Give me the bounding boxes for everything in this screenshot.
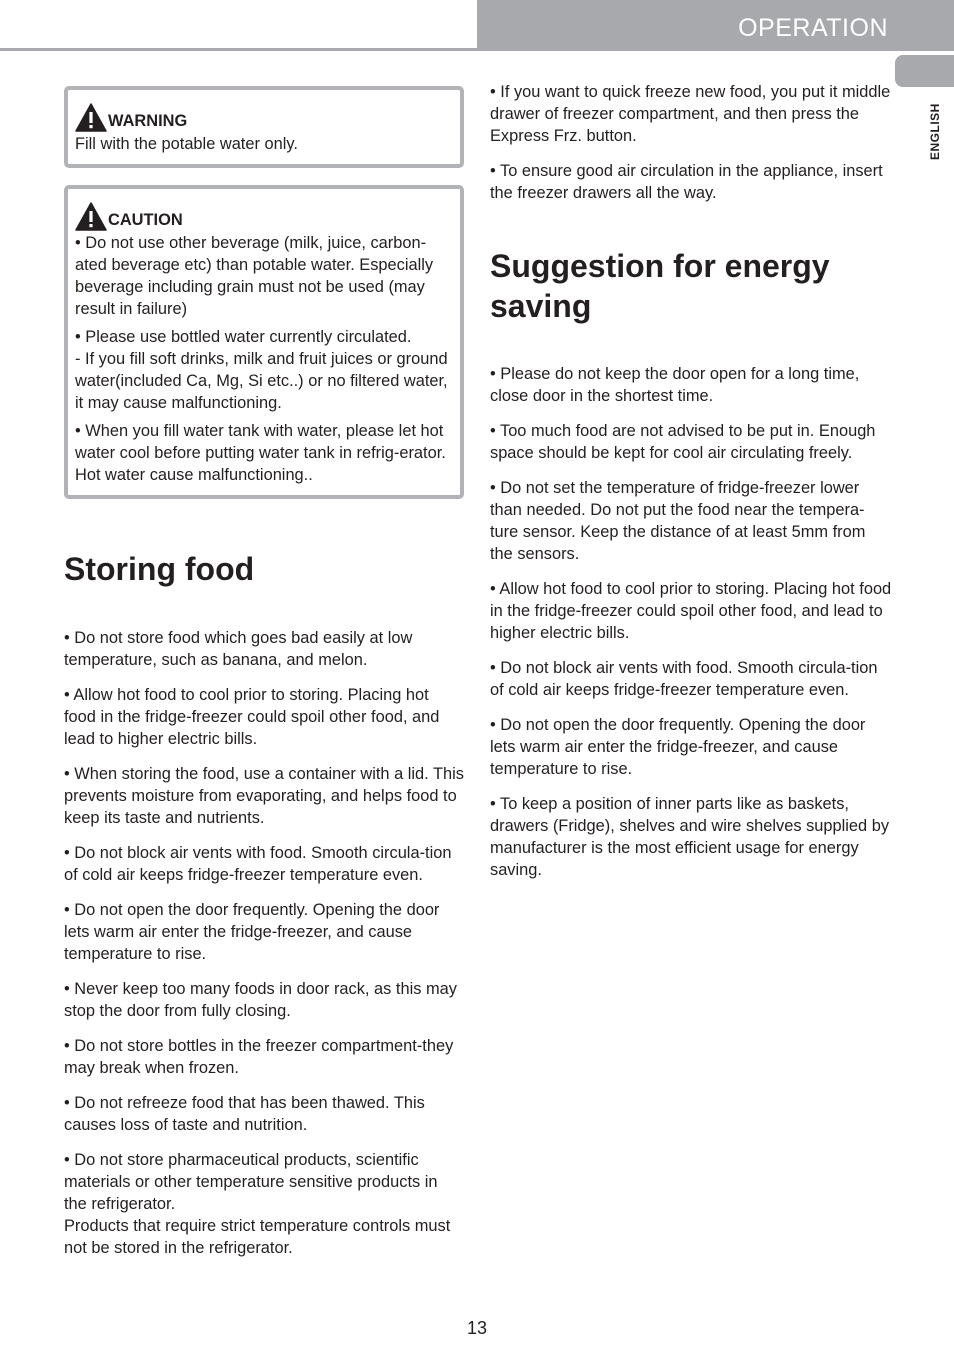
freezer-tip: • To ensure good air circulation in the appliance, insert the freezer drawers all the way. (490, 162, 883, 202)
section-tab (477, 0, 954, 51)
caution-item: - If you fill soft drinks, milk and fruit juices or ground water(included Ca, Mg, Si etc..) or no filtered water, it may cause malfunctioning. (75, 350, 448, 412)
freezer-tip: • If you want to quick freeze new food, you put it middle drawer of freezer compartment, and then press the Express Frz. button. (490, 83, 891, 145)
warning-triangle-icon (75, 202, 107, 231)
storing-food-item: • Do not store bottles in the freezer compartment-they may break when frozen. (64, 1037, 454, 1077)
storing-food-item: • Do not open the door frequently. Opening the door lets warm air enter the fridge-freezer, and cause temperature to rise. (64, 901, 440, 963)
left-column (64, 86, 464, 1272)
energy-saving-item: • Allow hot food to cool prior to storing. Placing hot food in the fridge-freezer could spoil other food, and lead to higher electric bills. (490, 580, 892, 642)
header-rule (0, 48, 478, 51)
page-number: 13 (466, 1318, 488, 1338)
caution-item: • Please use bottled water currently circulated. (75, 328, 412, 346)
energy-saving-item: • Do not open the door frequently. Opening the door lets warm air enter the fridge-freezer, and cause temperature to rise. (490, 716, 866, 778)
caution-title: CAUTION (108, 211, 183, 229)
energy-saving-item: • Too much food are not advised to be put in. Enough space should be kept for cool air circulating freely. (490, 422, 876, 462)
language-label: ENGLISH (928, 103, 942, 160)
storing-food-item: • When storing the food, use a container with a lid. This prevents moisture from evaporating, and helps food to keep its taste and nutrients. (64, 765, 464, 827)
warning-triangle-icon (75, 103, 107, 132)
storing-food-item: • Do not store pharmaceutical products, scientific materials or other temperature sensitive products in the refrigerator. (64, 1151, 438, 1213)
warning-title: WARNING (108, 112, 188, 130)
storing-food-item: • Do not store food which goes bad easily at low temperature, such as banana, and melon. (64, 629, 413, 669)
warning-text: Fill with the potable water only. (75, 135, 298, 153)
storing-food-item: • Allow hot food to cool prior to storing. Placing hot food in the fridge-freezer could spoil other food, and lead to higher electric bills. (64, 686, 440, 748)
caution-box (64, 185, 464, 499)
storing-food-item: Products that require strict temperature controls must not be stored in the refrigerator. (64, 1217, 451, 1257)
energy-saving-item: • Do not set the temperature of fridge-freezer lower than needed. Do not put the food near the tempera-ture sensor. Keep the distance of at least 5mm from the sensors. (490, 479, 866, 563)
storing-food-item: • Do not block air vents with food. Smooth circula-tion of cold air keeps fridge-freezer temperature even. (64, 844, 452, 884)
storing-food-item: • Do not refreeze food that has been thawed. This causes loss of taste and nutrition. (64, 1094, 425, 1134)
warning-box (64, 86, 464, 168)
energy-saving-item: • Do not block air vents with food. Smooth circula-tion of cold air keeps fridge-freezer temperature even. (490, 659, 878, 699)
caution-header (75, 201, 452, 231)
right-column (490, 81, 892, 894)
storing-food-heading: Storing food (64, 551, 255, 587)
warning-header (75, 102, 452, 132)
energy-saving-item: • To keep a position of inner parts like as baskets, drawers (Fridge), shelves and wire shelves supplied by manufacturer is the most efficient usage for energy saving. (490, 795, 890, 879)
section-title: OPERATION (738, 14, 888, 42)
caution-item: • When you fill water tank with water, please let hot water cool before putting water tank in refrig-erator. Hot water cause malfunctioning.. (75, 422, 446, 484)
language-tab (895, 55, 954, 87)
energy-saving-item: • Please do not keep the door open for a long time, close door in the shortest time. (490, 365, 860, 405)
storing-food-item: • Never keep too many foods in door rack, as this may stop the door from fully closing. (64, 980, 457, 1020)
energy-saving-heading: Suggestion for energy saving (490, 248, 830, 324)
caution-item: • Do not use other beverage (milk, juice, carbon-ated beverage etc) than potable water. Especially beverage including grain must not be used (may result in failure) (75, 234, 434, 318)
